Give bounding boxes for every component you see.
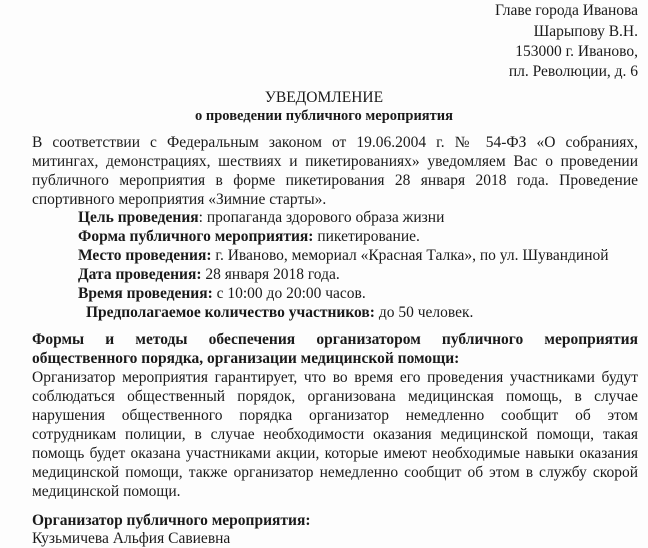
- paragraph-line: медицинской помощи.: [32, 483, 181, 500]
- detail-value: пикетирование.: [313, 228, 420, 245]
- detail-label: Дата проведения:: [78, 266, 202, 283]
- section-heading-line: Формы и методы обеспечения организатором публичного мероприятия: [32, 331, 638, 348]
- paragraph-line: В соответствии с Федеральным законом от 19.06.2004 г. № 54-ФЗ «О собраниях,: [32, 134, 638, 151]
- addressee-line: Шарыпову В.Н.: [533, 23, 638, 40]
- detail-label: Форма публичного мероприятия:: [78, 228, 314, 245]
- detail-value: до 50 человек.: [374, 304, 474, 321]
- detail-label: Цель проведения: [78, 209, 199, 226]
- paragraph-line: митингах, демонстрациях, шествиях и пикетированиях» уведомляем Вас о проведении: [32, 153, 638, 170]
- detail-label: Предполагаемое количество участников:: [86, 304, 375, 321]
- detail-purpose: [78, 208, 444, 227]
- document-subtitle: о проведении публичного мероприятия: [195, 108, 453, 124]
- detail-value: с 10:00 до 20:00 часов.: [212, 285, 366, 302]
- paragraph-line: соблюдаться общественный порядок, организована медицинская помощь, в случае: [32, 388, 638, 405]
- paragraph-line: медицинской помощи, также организатор немедленно сообщит об этом в службу скорой: [32, 464, 638, 481]
- paragraph-line: сотрудникам полиции, в случае необходимости оказания медицинской помощи, такая: [32, 426, 638, 443]
- detail-time: [78, 284, 366, 303]
- detail-place: [78, 246, 609, 265]
- detail-date: [78, 265, 340, 284]
- detail-value: г. Иваново, мемориал «Красная Талка», по ул. Шувандиной: [211, 247, 609, 264]
- addressee-line: пл. Революции, д. 6: [508, 63, 638, 80]
- detail-form: [78, 227, 420, 246]
- organizer-label: Организатор публичного мероприятия:: [32, 512, 311, 529]
- detail-value: : пропаганда здорового образа жизни: [198, 209, 445, 226]
- paragraph-line: помощь будет оказана участниками акции, которые имеют необходимые навыки оказания: [32, 445, 638, 462]
- detail-label: Время проведения:: [78, 285, 213, 302]
- document-title: УВЕДОМЛЕНИЕ: [264, 89, 384, 106]
- detail-participants: [86, 303, 473, 322]
- detail-label: Место проведения:: [78, 247, 212, 264]
- detail-value: 28 января 2018 года.: [201, 266, 340, 283]
- paragraph-line: нарушения общественного порядка организатор немедленно сообщит об этом: [32, 407, 638, 424]
- organizer-name: Кузьмичева Альфия Савиевна: [32, 530, 231, 547]
- paragraph-line: публичного мероприятия в форме пикетирования 28 января 2018 года. Проведение: [32, 172, 638, 189]
- paragraph-line: спортивного мероприятия «Зимние старты».: [32, 191, 327, 208]
- addressee-line: 153000 г. Иваново,: [515, 43, 638, 60]
- addressee-line: Главе города Иванова: [494, 2, 638, 19]
- paragraph-line: Организатор мероприятия гарантирует, что во время его проведения участниками будут: [32, 369, 638, 386]
- section-heading-line: общественного порядка, организации медицинской помощи:: [32, 350, 460, 367]
